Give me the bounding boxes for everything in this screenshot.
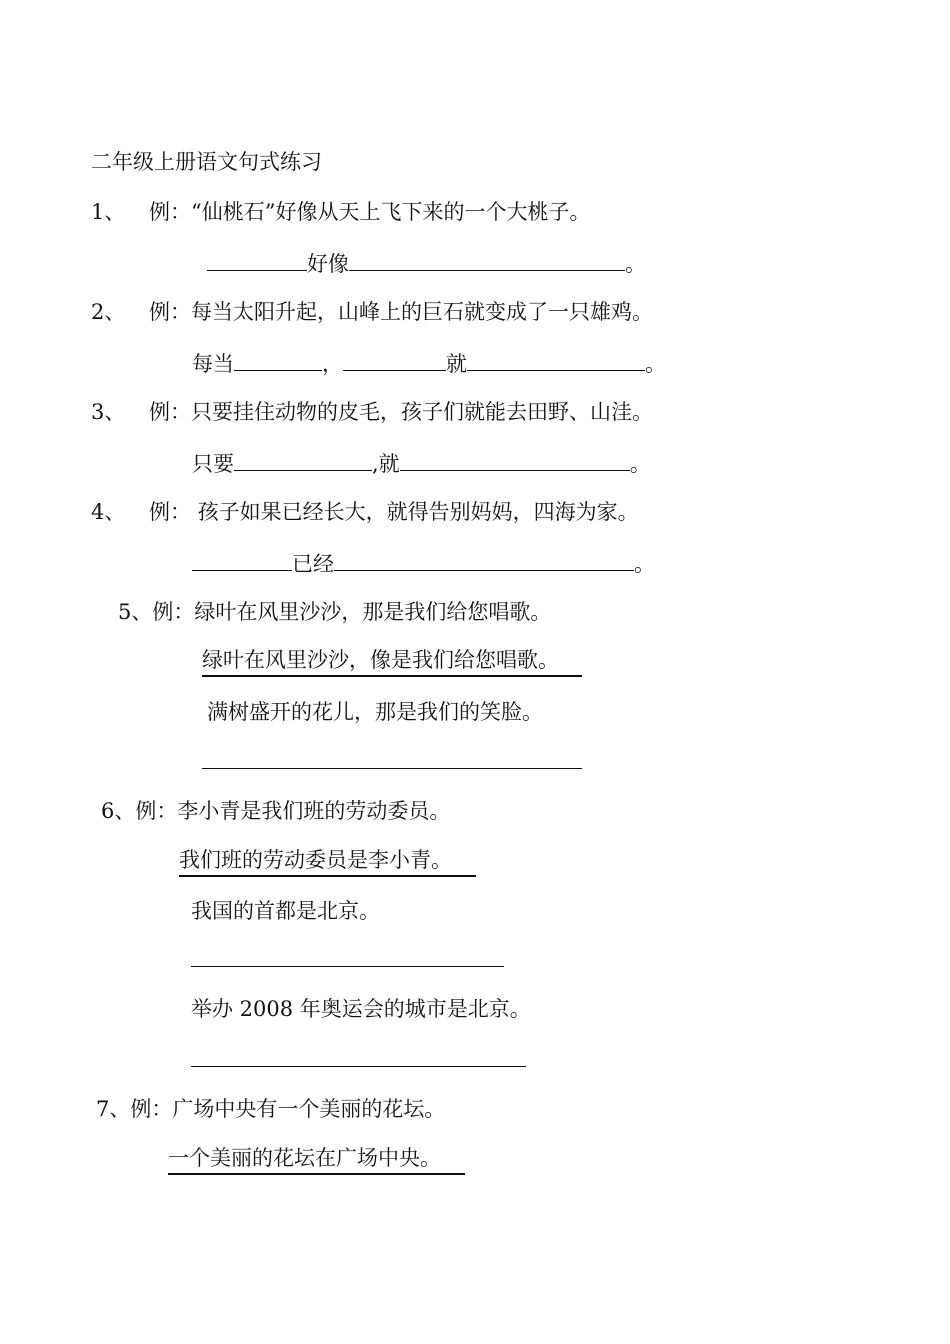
answer-sentence: 我们班的劳动委员是李小青。 [179,848,452,872]
example-label: 例： [152,600,195,624]
item-number: 3、 [91,400,126,424]
answer-line[interactable] [191,1066,526,1067]
exercise-sentence: 满树盛开的花儿，那是我们的笑脸。 [207,700,543,724]
example-label: 例： [149,300,191,324]
exercise-3-example [91,398,653,426]
pattern-end: 。 [629,452,651,476]
pattern-end: 。 [645,352,666,376]
example-label: 例： [135,799,178,823]
pattern-comma: ， [322,352,343,376]
pattern-word: 好像 [307,252,349,276]
page-title: 二年级上册语文句式练习 [91,150,322,174]
example-label: 例： [130,1097,173,1121]
exercise-sentence: 我国的首都是北京。 [191,899,380,923]
exercise-2-pattern [192,348,666,378]
exercise-2-example [91,298,653,326]
exercise-7-example [96,1095,445,1123]
answer-blank[interactable] [467,348,645,371]
example-sentence: 孩子如果已经长大，就得告别妈妈，四海为家。 [191,500,639,524]
exercise-5-example [118,598,551,626]
exercise-6-prompt-1 [191,897,380,925]
exercise-1-pattern [207,248,646,278]
exercise-5-prompt [207,698,543,726]
example-label: 例： [149,400,191,424]
pattern-word: 只要 [192,452,234,476]
exercise-6-example [101,797,450,825]
answer-blank[interactable] [192,548,292,571]
answer-sentence: 一个美丽的花坛在广场中央。 [168,1146,441,1170]
example-sentence: 广场中央有一个美丽的花坛。 [172,1097,446,1121]
exercise-5-answer [202,646,582,677]
item-number: 6、 [101,799,136,823]
exercise-4-example [91,498,639,526]
answer-blank[interactable] [234,348,322,371]
pattern-end: 。 [625,252,646,276]
exercise-3-pattern [192,448,651,478]
example-sentence: 李小青是我们班的劳动委员。 [177,799,451,823]
answer-line[interactable] [202,768,582,769]
pattern-end: 。 [634,552,655,576]
example-sentence: 每当太阳升起，山峰上的巨石就变成了一只雄鸡。 [191,300,653,324]
answer-blank[interactable] [234,448,372,471]
example-sentence: 只要挂住动物的皮毛，孩子们就能去田野、山洼。 [191,400,653,424]
example-label: 例： [149,500,191,524]
item-number: 2、 [91,300,126,324]
exercise-sentence: 举办 2008 年奥运会的城市是北京。 [191,997,531,1021]
exercise-7-answer [168,1144,465,1175]
answer-blank[interactable] [343,348,446,371]
example-sentence: “仙桃石”好像从天上飞下来的一个大桃子。 [191,200,591,224]
pattern-word: 就 [446,352,467,376]
item-number: 5、 [118,600,153,624]
pattern-word: ,就 [372,452,400,476]
answer-blank[interactable] [349,248,625,271]
item-number: 7、 [96,1097,131,1121]
answer-sentence: 绿叶在风里沙沙，像是我们给您唱歌。 [202,648,559,672]
answer-line[interactable] [191,966,504,967]
exercise-4-pattern [192,548,655,578]
answer-blank[interactable] [400,448,630,471]
item-number: 1、 [91,200,126,224]
example-label: 例： [149,200,191,224]
answer-blank[interactable] [334,548,634,571]
exercise-1-example [91,198,590,226]
pattern-word: 每当 [192,352,234,376]
exercise-6-answer [179,846,476,877]
answer-blank[interactable] [207,248,307,271]
item-number: 4、 [91,500,126,524]
example-sentence: 绿叶在风里沙沙，那是我们给您唱歌。 [194,600,552,624]
exercise-6-prompt-2 [191,995,531,1023]
pattern-word: 已经 [292,552,334,576]
